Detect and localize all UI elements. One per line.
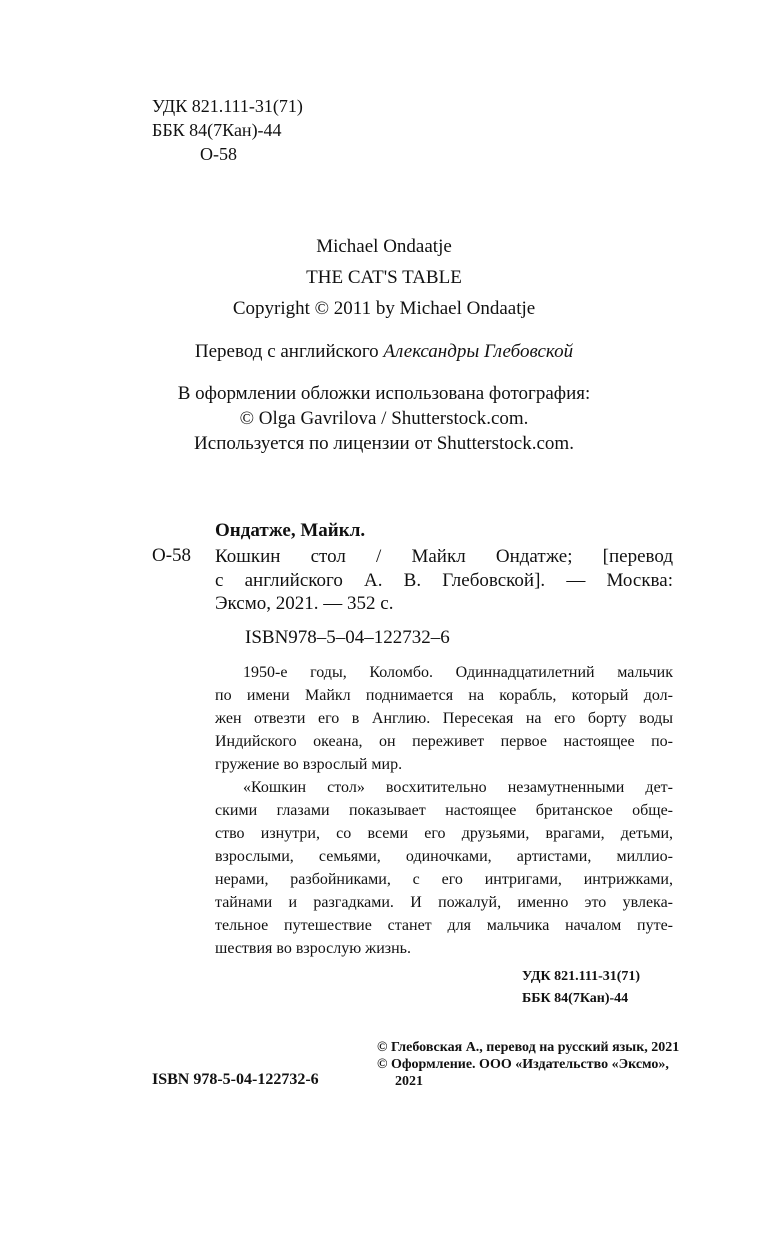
cover-credit-line: В оформлении обложки использована фотография:	[177, 383, 591, 404]
bib-heading: Ондатже, Майкл.	[215, 520, 366, 541]
annotation-line: тельное путешествие станет для мальчика началом путе-	[215, 917, 673, 934]
footer-copyright-line: 2021	[395, 1074, 423, 1089]
cover-credit-line: © Olga Gavrilova / Shutterstock.com.	[239, 408, 529, 429]
annotation-line: скими глазами показывает настоящее британское обще-	[215, 802, 673, 819]
bib-line: Эксмо, 2021. — 352 с.	[215, 593, 394, 614]
udk-code: УДК 821.111-31(71)	[152, 96, 303, 116]
annotation-line: 1950-е годы, Коломбо. Одиннадцатилетний мальчик	[243, 664, 673, 681]
footer-copyright-line: © Оформление. ООО «Издательство «Эксмо»,	[377, 1057, 669, 1072]
translation-credit	[0, 341, 768, 363]
annotation-line: Индийского океана, он переживет первое настоящее по-	[215, 733, 673, 750]
footer-bbk-code: ББК 84(7Кан)-44	[522, 991, 629, 1006]
annotation-line: тайнами и разгадками. И пожалуй, именно это увлека-	[215, 894, 673, 911]
translation-prefix: Перевод с английского	[194, 341, 379, 362]
annotation-line: гружение во взрослый мир.	[215, 756, 403, 773]
bib-line: с английского А. В. Глебовской]. — Москва:	[215, 570, 673, 591]
bib-line: Кошкин стол / Майкл Ондатже; [перевод	[215, 546, 673, 567]
annotation-line: взрослыми, семьями, одиночками, артистами, миллио-	[215, 848, 673, 865]
annotation-line: «Кошкин стол» восхитительно незамутненными дет-	[243, 779, 673, 796]
original-title: THE CAT'S TABLE	[306, 267, 462, 288]
author-mark: О-58	[200, 144, 237, 164]
translator-name: Александры Глебовской	[383, 341, 574, 362]
footer-copyright-line: © Глебовская А., перевод на русский язык, 2021	[377, 1040, 680, 1055]
original-author: Michael Ondaatje	[316, 236, 452, 257]
bib-author-mark: О-58	[152, 545, 192, 566]
footer-udk-code: УДК 821.111-31(71)	[522, 969, 641, 984]
annotation-line: нерами, разбойниками, с его интригами, интрижками,	[215, 871, 673, 888]
cover-credit-line: Используется по лицензии от Shutterstock.com.	[194, 433, 574, 454]
footer-isbn: ISBN 978-5-04-122732-6	[152, 1071, 319, 1088]
annotation-line: жен отвезти его в Англию. Пересекая на его борту воды	[215, 710, 673, 727]
annotation-line: шествия во взрослую жизнь.	[215, 940, 411, 957]
annotation-line: по имени Майкл поднимается на корабль, который дол-	[215, 687, 673, 704]
bbk-code: ББК 84(7Кан)-44	[152, 120, 282, 140]
original-copyright: Copyright © 2011 by Michael Ondaatje	[232, 298, 536, 319]
annotation-line: ство изнутри, со всеми его друзьями, врагами, детьми,	[215, 825, 673, 842]
bib-isbn: ISBN978–5–04–122732–6	[245, 627, 450, 648]
